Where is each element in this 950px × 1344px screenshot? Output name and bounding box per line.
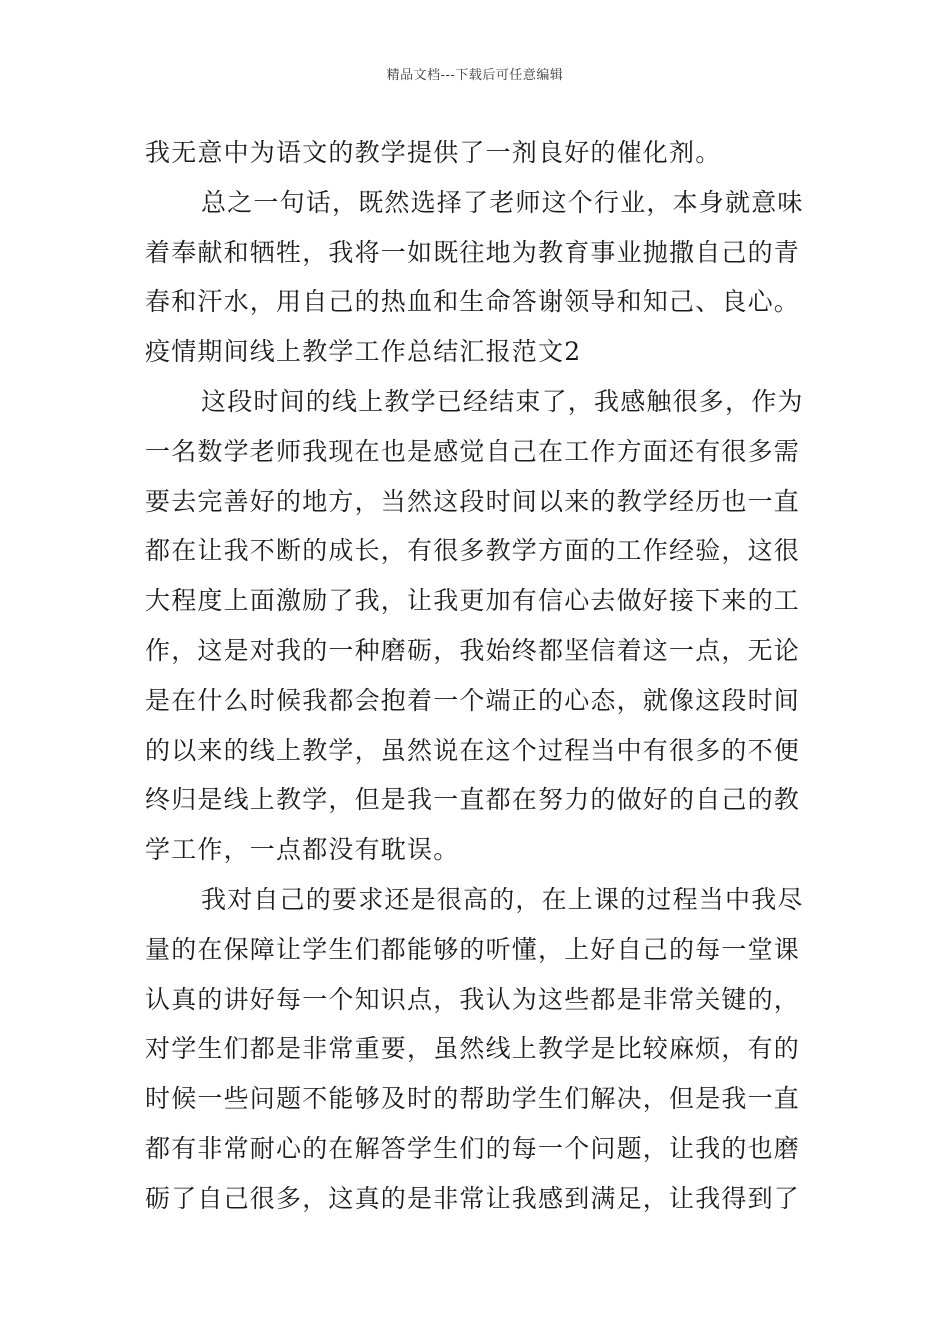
document-body bbox=[145, 128, 807, 1224]
text-line: 终归是线上教学，但是我一直都在努力的做好的自己的教 bbox=[145, 785, 801, 815]
section-heading: 疫情期间线上教学工作总结汇报范文2 bbox=[145, 337, 582, 367]
text-line: 要去完善好的地方，当然这段时间以来的教学经历也一直 bbox=[145, 486, 801, 516]
text-line: 认真的讲好每一个知识点，我认为这些都是非常关键的， bbox=[145, 984, 801, 1014]
text-line: 总之一句话，既然选择了老师这个行业，本身就意味 bbox=[201, 187, 804, 217]
text-line: 一名数学老师我现在也是感觉自己在工作方面还有很多需 bbox=[145, 436, 801, 466]
text-line: 学工作，一点都没有耽误。 bbox=[145, 835, 460, 865]
text-line: 都在让我不断的成长，有很多教学方面的工作经验，这很 bbox=[145, 536, 801, 566]
text-line: 作，这是对我的一种磨砺，我始终都坚信着这一点，无论 bbox=[145, 635, 801, 665]
text-line: 我对自己的要求还是很高的，在上课的过程当中我尽 bbox=[201, 884, 804, 914]
text-line: 砺了自己很多，这真的是非常让我感到满足，让我得到了 bbox=[145, 1183, 801, 1213]
text-line: 量的在保障让学生们都能够的听懂，上好自己的每一堂课 bbox=[145, 934, 801, 964]
text-line: 大程度上面激励了我，让我更加有信心去做好接下来的工 bbox=[145, 586, 801, 616]
text-line: 这段时间的线上教学已经结束了，我感触很多，作为 bbox=[201, 386, 804, 416]
text-line: 都有非常耐心的在解答学生们的每一个问题，让我的也磨 bbox=[145, 1133, 801, 1163]
text-line: 的以来的线上教学，虽然说在这个过程当中有很多的不便 bbox=[145, 735, 801, 765]
text-line: 是在什么时候我都会抱着一个端正的心态，就像这段时间 bbox=[145, 685, 801, 715]
text-line: 时候一些问题不能够及时的帮助学生们解决，但是我一直 bbox=[145, 1084, 801, 1114]
page-header: 精品文档---下载后可任意编辑 bbox=[386, 68, 564, 83]
text-line: 着奉献和牺牲，我将一如既往地为教育事业抛撒自己的青 bbox=[145, 237, 801, 267]
text-line: 春和汗水，用自己的热血和生命答谢领导和知己、良心。 bbox=[145, 287, 801, 317]
text-line: 对学生们都是非常重要，虽然线上教学是比较麻烦，有的 bbox=[145, 1034, 801, 1064]
text-line: 我无意中为语文的教学提供了一剂良好的催化剂。 bbox=[145, 138, 722, 167]
